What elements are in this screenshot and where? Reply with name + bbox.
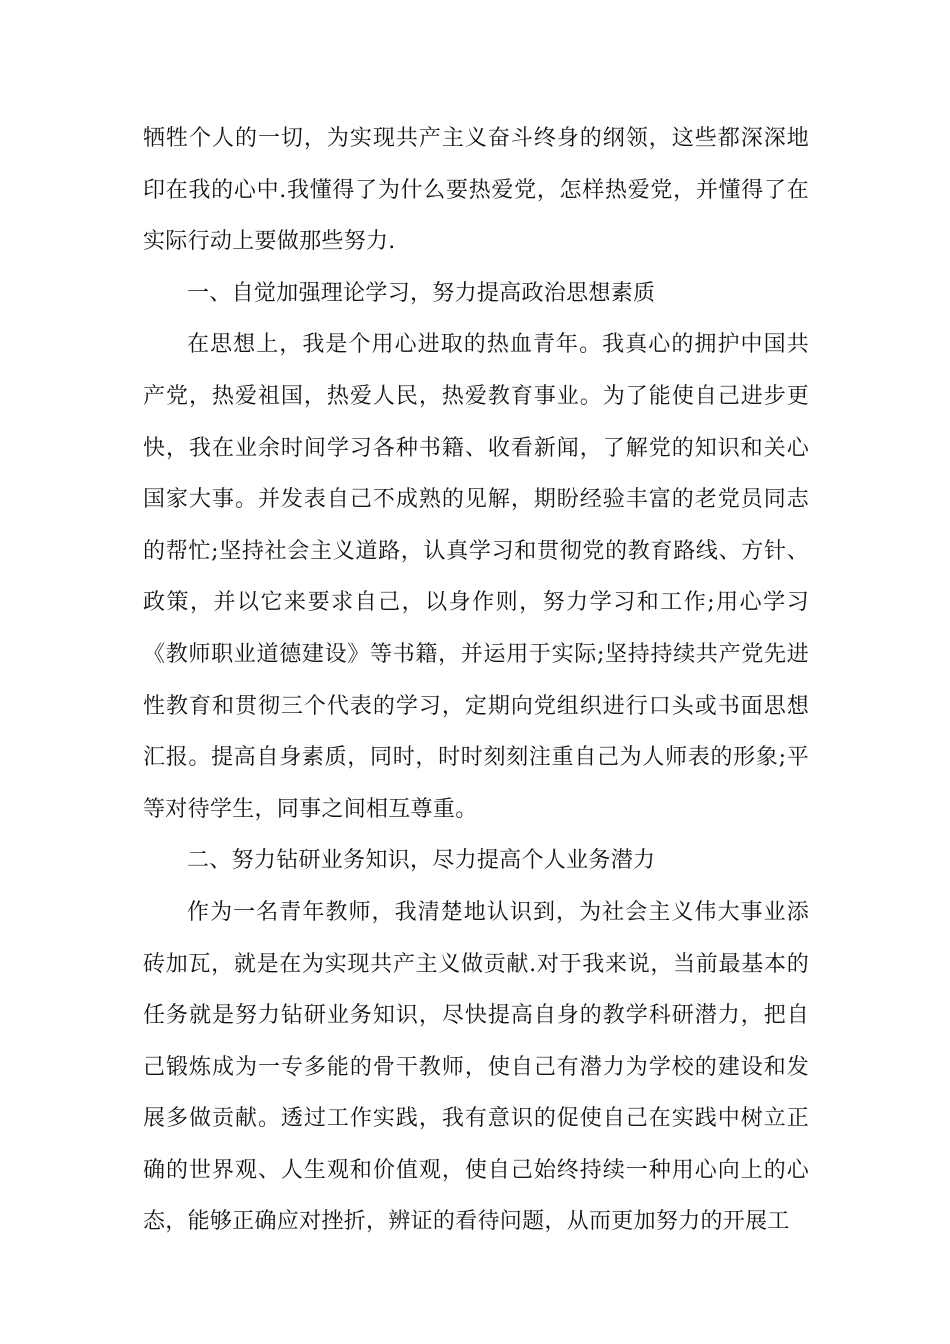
document-body: [143, 113, 809, 1248]
paragraph-ideology: 在思想上，我是个用心进取的热血青年。我真心的拥护中国共产党，热爱祖国，热爱人民，热爱教育事业。为了能使自己进步更快，我在业余时间学习各种书籍、收看新闻，了解党的知识和关心国家大事。并发表自己不成熟的见解，期盼经验丰富的老党员同志的帮忙;坚持社会主义道路，认真学习和贯彻党的教育路线、方针、政策，并以它来要求自己，以身作则，努力学习和工作;用心学习《教师职业道德建设》等书籍，并运用于实际;坚持持续共产党先进性教育和贯彻三个代表的学习，定期向党组织进行口头或书面思想汇报。提高自身素质，同时，时时刻刻注重自己为人师表的形象;平等对待学生，同事之间相互尊重。: [143, 332, 809, 822]
paragraph-continuation: 牺牲个人的一切，为实现共产主义奋斗终身的纲领，这些都深深地印在我的心中.我懂得了为什么要热爱党，怎样热爱党，并懂得了在实际行动上要做那些努力.: [143, 126, 809, 255]
paragraph-young-teacher: 作为一名青年教师，我清楚地认识到，为社会主义伟大事业添砖加瓦，就是在为实现共产主义做贡献.对于我来说，当前最基本的任务就是努力钻研业务知识，尽快提高自身的教学科研潜力，把自己锻炼成为一专多能的骨干教师，使自己有潜力为学校的建设和发展多做贡献。透过工作实践，我有意识的促使自己在实践中树立正确的世界观、人生观和价值观，使自己始终持续一种用心向上的心态，能够正确应对挫折，辨证的看待问题，从而更加努力的开展工: [143, 899, 809, 1235]
section-heading-professional-skills: 二、努力钻研业务知识，尽力提高个人业务潜力: [187, 848, 656, 874]
section-heading-theory-study: 一、自觉加强理论学习，努力提高政治思想素质: [187, 280, 656, 306]
